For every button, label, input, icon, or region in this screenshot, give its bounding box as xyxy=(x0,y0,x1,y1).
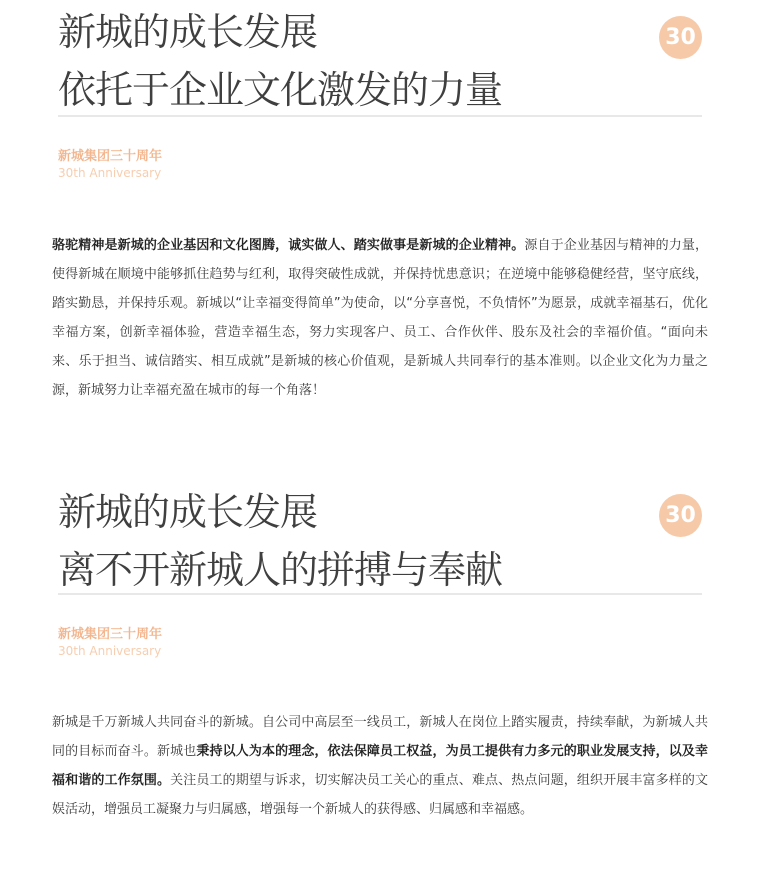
paragraph-bold-middle: 秉持以人为本的理念，依法保障员工权益，为员工提供有力多元的职业发展支持，以及幸福和谐的工作氛围。 xyxy=(52,744,708,788)
paragraph-body: 源自于企业基因与精神的力量，使得新城在顺境中能够抓住趋势与红利，取得突破性成就，并保持忧患意识；在逆境中能够稳健经营，坚守底线，踏实勤恳，并保持乐观。新城以“让幸福变得简单”为使命，以“分享喜悦，不负情怀”为愿景，成就幸福基石，优化幸福方案，创新幸福体验，营造幸福生态，努力实现客户、员工、合作伙伴、股东及社会的幸福价值。“面向未来、乐于担当、诚信踏实、相互成就”是新城的核心价值观，是新城人共同奉行的基本准则。以企业文化为力量之源，新城努力让幸福充盈在城市的每一个角落！ xyxy=(52,238,708,398)
paragraph-bold-lead: 骆驼精神是新城的企业基因和文化图腾，诚实做人、踏实做事是新城的企业精神。 xyxy=(52,238,525,253)
paragraph-body: 新城是千万新城人共同奋斗的新城。自公司中高层至一线员工，新城人在岗位上踏实履责，持续奉献，为新城人共同的目标而奋斗。新城也 xyxy=(52,715,708,759)
subtitle-cn: 新城集团三十周年 xyxy=(58,149,163,164)
anniversary-30-icon xyxy=(659,494,702,537)
section-paragraph xyxy=(52,708,708,824)
anniversary-badge-text: 30 xyxy=(665,503,696,528)
section-title-line1: 新城的成长发展 xyxy=(58,490,318,534)
section-title-line2: 离不开新城人的拼搏与奉献 xyxy=(58,548,503,592)
subtitle-cn: 新城集团三十周年 xyxy=(58,627,163,642)
title-divider xyxy=(58,593,702,595)
title-divider xyxy=(58,115,702,117)
anniversary-badge-text: 30 xyxy=(665,25,696,50)
subtitle-en: 30th Anniversary xyxy=(58,166,162,180)
subtitle-en: 30th Anniversary xyxy=(58,644,162,658)
section-paragraph xyxy=(52,231,708,405)
section-title-line1: 新城的成长发展 xyxy=(58,10,318,54)
anniversary-30-icon xyxy=(659,16,702,59)
section-title-line2: 依托于企业文化激发的力量 xyxy=(58,68,503,112)
paragraph-body-end: 关注员工的期望与诉求，切实解决员工关心的重点、难点、热点问题，组织开展丰富多样的文娱活动，增强员工凝聚力与归属感，增强每一个新城人的获得感、归属感和幸福感。 xyxy=(52,773,708,817)
